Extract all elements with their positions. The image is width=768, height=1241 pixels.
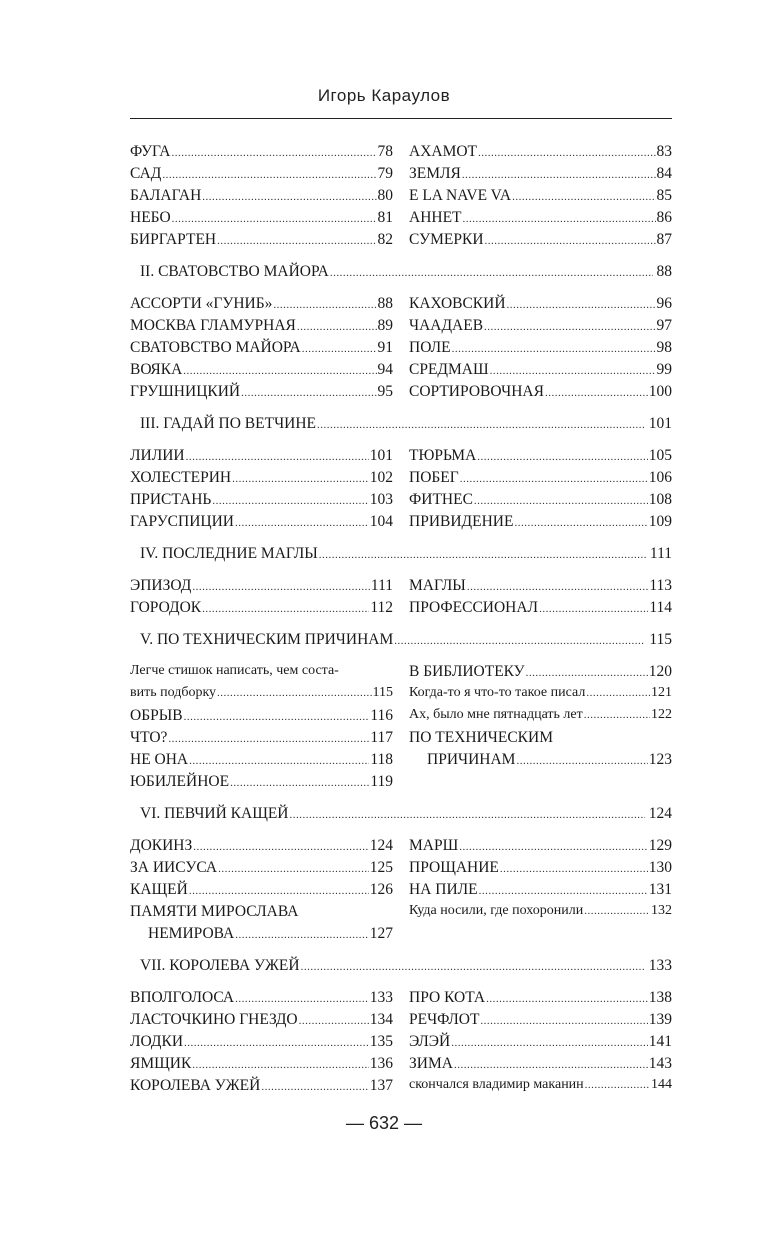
- toc-entry: [409, 903, 672, 925]
- entry-title: НА ПИЛЕ: [409, 881, 478, 898]
- leader-dots: [202, 191, 376, 203]
- leader-dots: [235, 517, 369, 529]
- entry-title: МАГЛЫ: [409, 577, 466, 594]
- toc-entry: [130, 881, 393, 903]
- toc-entry: [130, 1033, 393, 1055]
- entry-title: E LA NAVE VA: [409, 187, 512, 204]
- entry-title: СОРТИРОВОЧНАЯ: [409, 383, 544, 400]
- entry-page-number: 124: [369, 837, 393, 854]
- entry-page-number: 94: [377, 361, 393, 378]
- entry-title: МАРШ: [409, 837, 459, 854]
- entry-title: СРЕДМАШ: [409, 361, 489, 378]
- section-title: III. ГАДАЙ ПО ВЕТЧИНЕ: [140, 415, 317, 432]
- leader-dots: [235, 993, 369, 1005]
- toc-entry: [130, 989, 393, 1011]
- page-number: — 632 —: [345, 1113, 423, 1133]
- section-title: V. ПО ТЕХНИЧЕСКИМ ПРИЧИНАМ: [140, 631, 394, 648]
- entry-page-number: 119: [370, 773, 393, 790]
- entry-title: ЧТО?: [130, 729, 168, 746]
- entry-page-number: 136: [369, 1055, 393, 1072]
- toc-entry: [130, 513, 393, 535]
- entry-page-number: 132: [651, 903, 672, 918]
- toc-entry: [130, 187, 393, 209]
- leader-dots: [454, 1059, 648, 1071]
- toc-entry: [409, 989, 672, 1011]
- entry-title: ВОЯКА: [130, 361, 183, 378]
- toc-entry: [409, 491, 672, 513]
- entry-page-number: 105: [648, 447, 672, 464]
- leader-dots: [261, 1081, 368, 1093]
- section-page-number: 101: [648, 415, 672, 432]
- leader-dots: [539, 603, 648, 615]
- toc-entry: [409, 707, 672, 729]
- entry-page-number: 133: [369, 989, 393, 1006]
- toc-entry: [409, 469, 672, 491]
- entry-page-number: 103: [369, 491, 393, 508]
- entry-title: СУМЕРКИ: [409, 231, 484, 248]
- leader-dots: [202, 603, 369, 615]
- entry-title: ЯМЩИК: [130, 1055, 192, 1072]
- entry-title: вить подборку: [130, 685, 217, 700]
- section-page-number: 115: [649, 631, 672, 648]
- leader-dots: [183, 365, 376, 377]
- toc-entry: [130, 577, 393, 599]
- toc-entry: [409, 685, 672, 707]
- entry-title: АССОРТИ «ГУНИБ»: [130, 295, 273, 312]
- entry-page-number: 134: [369, 1011, 393, 1028]
- entry-title: ПРОФЕССИОНАЛ: [409, 599, 539, 616]
- entry-page-number: 125: [369, 859, 393, 876]
- leader-dots: [451, 1037, 648, 1049]
- toc-entry: [130, 491, 393, 513]
- toc-column-left: [130, 295, 393, 405]
- entry-title-line1: ПО ТЕХНИЧЕСКИМ: [409, 729, 553, 746]
- entry-title: СВАТОВСТВО МАЙОРА: [130, 339, 301, 356]
- entry-title: ПОЛЕ: [409, 339, 451, 356]
- leader-dots: [490, 365, 656, 377]
- leader-dots: [230, 777, 369, 789]
- entry-page-number: 86: [656, 209, 672, 226]
- entry-page-number: 139: [648, 1011, 672, 1028]
- toc-entry: [409, 859, 672, 881]
- toc-entries-block: [130, 143, 672, 253]
- toc-entry: [130, 685, 393, 707]
- entry-page-number: 96: [656, 295, 672, 312]
- entry-page-number: 144: [651, 1077, 672, 1092]
- toc-entry: [409, 231, 672, 253]
- entry-title-line1: ПАМЯТИ МИРОСЛАВА: [130, 903, 299, 920]
- entry-page-number: 143: [648, 1055, 672, 1072]
- entry-title: АННЕТ: [409, 209, 462, 226]
- entry-page-number: 108: [648, 491, 672, 508]
- entry-title: КАХОВСКИЙ: [409, 295, 506, 312]
- entry-page-number: 97: [656, 317, 672, 334]
- toc-entry: [409, 881, 672, 903]
- entry-title: БИРГАРТЕН: [130, 231, 217, 248]
- entry-page-number: 138: [648, 989, 672, 1006]
- entry-page-number: 91: [377, 339, 393, 356]
- entry-page-number: 82: [377, 231, 393, 248]
- entry-title: ЧААДАЕВ: [409, 317, 484, 334]
- entry-title: ФИТНЕС: [409, 491, 473, 508]
- entry-page-number: 79: [377, 165, 393, 182]
- section-page-number: 88: [656, 263, 672, 280]
- header-rule: [130, 118, 672, 119]
- entry-page-number: 117: [370, 729, 393, 746]
- leader-dots: [162, 169, 376, 181]
- leader-dots: [217, 687, 371, 699]
- toc-section-heading: [130, 805, 672, 827]
- toc-entry: [409, 339, 672, 361]
- toc-entry: [409, 165, 672, 187]
- toc-entry: [409, 187, 672, 209]
- leader-dots: [193, 841, 368, 853]
- section-page-number: 111: [649, 545, 672, 562]
- leader-dots: [189, 885, 369, 897]
- leader-dots: [184, 711, 370, 723]
- entry-title: ТЮРЬМА: [409, 447, 477, 464]
- toc-entry: [409, 1033, 672, 1055]
- leader-dots: [172, 213, 377, 225]
- toc-entry: [409, 447, 672, 469]
- entry-title: ОБРЫВ: [130, 707, 183, 724]
- leader-dots: [479, 885, 648, 897]
- toc-entries-block: [130, 577, 672, 621]
- leader-dots: [512, 191, 655, 203]
- leader-dots: [486, 993, 648, 1005]
- entry-title: БАЛАГАН: [130, 187, 202, 204]
- leader-dots: [302, 343, 377, 355]
- toc-column-right: [409, 577, 672, 621]
- leader-dots: [474, 495, 648, 507]
- toc-entry: [130, 599, 393, 621]
- toc-column-left: [130, 989, 393, 1099]
- entry-page-number: 98: [656, 339, 672, 356]
- leader-dots: [212, 495, 368, 507]
- entry-title-line1: Легче стишок написать, чем соста-: [130, 663, 339, 678]
- toc-entry: [130, 707, 393, 729]
- entry-title: НЕБО: [130, 209, 171, 226]
- leader-dots: [168, 733, 369, 745]
- entry-page-number: 111: [370, 577, 393, 594]
- entry-page-number: 123: [648, 751, 672, 768]
- section-title: II. СВАТОВСТВО МАЙОРА: [140, 263, 329, 280]
- toc-entry: [409, 317, 672, 339]
- entry-title: ДОКИНЗ: [130, 837, 193, 854]
- toc-entry: [409, 599, 672, 621]
- entry-page-number: 129: [648, 837, 672, 854]
- entry-title: ПРИЧИНАМ: [427, 751, 516, 768]
- entry-title: САД: [130, 165, 162, 182]
- leader-dots: [192, 1059, 368, 1071]
- toc-entry: [130, 751, 393, 773]
- leader-dots: [317, 419, 645, 431]
- table-of-contents: [130, 143, 672, 1109]
- toc-entry: [130, 729, 393, 751]
- leader-dots: [485, 235, 656, 247]
- entry-title: ЛИЛИИ: [130, 447, 185, 464]
- toc-entry: [130, 1055, 393, 1077]
- leader-dots: [507, 299, 656, 311]
- entry-page-number: 122: [651, 707, 672, 722]
- leader-dots: [584, 709, 650, 721]
- leader-dots: [192, 581, 370, 593]
- entry-page-number: 84: [656, 165, 672, 182]
- toc-entry: [409, 383, 672, 405]
- entry-page-number: 87: [656, 231, 672, 248]
- toc-entries-block: [130, 663, 672, 795]
- toc-column-left: [130, 143, 393, 253]
- entry-page-number: 109: [648, 513, 672, 530]
- toc-entry: [409, 513, 672, 535]
- section-page-number: 124: [648, 805, 672, 822]
- toc-entry: [130, 837, 393, 859]
- toc-column-left: [130, 447, 393, 535]
- toc-column-right: [409, 295, 672, 405]
- entry-title: ГОРОДОК: [130, 599, 202, 616]
- leader-dots: [477, 451, 647, 463]
- entry-title: ФУГА: [130, 143, 171, 160]
- toc-entry: [130, 339, 393, 361]
- toc-entry: [409, 837, 672, 859]
- entry-title: Когда-то я что-то такое писал: [409, 685, 586, 700]
- toc-entry: [409, 209, 672, 231]
- toc-entry: [130, 859, 393, 881]
- entry-page-number: 99: [656, 361, 672, 378]
- toc-entry: [130, 773, 393, 795]
- entry-page-number: 80: [377, 187, 393, 204]
- leader-dots: [232, 473, 369, 485]
- toc-entry: [130, 165, 393, 187]
- toc-section-heading: [130, 415, 672, 437]
- toc-entry: [130, 1011, 393, 1033]
- leader-dots: [172, 147, 377, 159]
- entry-title: скончался владимир маканин: [409, 1077, 584, 1092]
- toc-entries-block: [130, 837, 672, 947]
- leader-dots: [217, 235, 376, 247]
- entry-page-number: 121: [651, 685, 672, 700]
- toc-entry: [409, 1077, 672, 1099]
- toc-entry-first-line: [130, 903, 393, 925]
- toc-entry: [130, 469, 393, 491]
- toc-entry: [409, 295, 672, 317]
- leader-dots: [514, 517, 647, 529]
- leader-dots: [462, 169, 656, 181]
- entry-page-number: 130: [648, 859, 672, 876]
- toc-section-heading: [130, 631, 672, 653]
- toc-entry: [409, 361, 672, 383]
- entry-page-number: 89: [377, 317, 393, 334]
- toc-column-left: [130, 837, 393, 947]
- leader-dots: [218, 863, 369, 875]
- entry-page-number: 85: [656, 187, 672, 204]
- leader-dots: [241, 387, 376, 399]
- entry-page-number: 83: [656, 143, 672, 160]
- entry-page-number: 135: [369, 1033, 393, 1050]
- entry-page-number: 100: [648, 383, 672, 400]
- entry-title: РЕЧФЛОТ: [409, 1011, 480, 1028]
- entry-page-number: 137: [369, 1077, 393, 1094]
- toc-entry: [409, 751, 672, 773]
- entry-page-number: 102: [369, 469, 393, 486]
- toc-entries-block: [130, 989, 672, 1099]
- leader-dots: [467, 581, 649, 593]
- entry-page-number: 114: [649, 599, 672, 616]
- leader-dots: [500, 863, 648, 875]
- leader-dots: [480, 1015, 647, 1027]
- leader-dots: [330, 267, 653, 279]
- leader-dots: [394, 635, 645, 647]
- entry-title: МОСКВА ГЛАМУРНАЯ: [130, 317, 296, 334]
- toc-entry: [130, 925, 393, 947]
- entry-title: НЕ ОНА: [130, 751, 189, 768]
- entry-title: ГАРУСПИЦИИ: [130, 513, 234, 530]
- entry-title: ПРО КОТА: [409, 989, 486, 1006]
- entry-title: ПРОЩАНИЕ: [409, 859, 499, 876]
- leader-dots: [235, 929, 369, 941]
- entry-title: ПОБЕГ: [409, 469, 459, 486]
- entry-page-number: 113: [649, 577, 672, 594]
- entry-page-number: 112: [370, 599, 393, 616]
- entry-page-number: 116: [370, 707, 393, 724]
- entry-title: КОРОЛЕВА УЖЕЙ: [130, 1077, 261, 1094]
- entry-title: ПРИСТАНЬ: [130, 491, 212, 508]
- leader-dots: [299, 1015, 369, 1027]
- entry-page-number: 78: [377, 143, 393, 160]
- entry-title: ЗЕМЛЯ: [409, 165, 461, 182]
- entry-title: ЭПИЗОД: [130, 577, 192, 594]
- toc-entry: [409, 143, 672, 165]
- toc-entry: [130, 295, 393, 317]
- leader-dots: [516, 755, 647, 767]
- toc-entry: [409, 577, 672, 599]
- entry-page-number: 88: [377, 295, 393, 312]
- entry-title: ЛАСТОЧКИНО ГНЕЗДО: [130, 1011, 298, 1028]
- leader-dots: [478, 147, 655, 159]
- leader-dots: [484, 321, 655, 333]
- toc-column-left: [130, 663, 393, 795]
- toc-entry: [130, 383, 393, 405]
- entry-page-number: 126: [369, 881, 393, 898]
- toc-entry: [130, 231, 393, 253]
- toc-column-left: [130, 577, 393, 621]
- section-title: IV. ПОСЛЕДНИЕ МАГЛЫ: [140, 545, 318, 562]
- section-title: VI. ПЕВЧИЙ КАЩЕЙ: [140, 805, 289, 822]
- entry-page-number: 104: [369, 513, 393, 530]
- toc-entry: [130, 447, 393, 469]
- toc-entry: [130, 361, 393, 383]
- toc-column-right: [409, 447, 672, 535]
- entry-title: АХАМОТ: [409, 143, 478, 160]
- leader-dots: [186, 451, 369, 463]
- entry-page-number: 120: [648, 663, 672, 680]
- toc-entry-first-line: [130, 663, 393, 685]
- entry-title: КАЩЕЙ: [130, 881, 188, 898]
- leader-dots: [273, 299, 376, 311]
- toc-entries-block: [130, 447, 672, 535]
- toc-entry-first-line: [409, 729, 672, 751]
- toc-column-right: [409, 837, 672, 947]
- leader-dots: [290, 809, 645, 821]
- leader-dots: [526, 667, 648, 679]
- entry-title: ГРУШНИЦКИЙ: [130, 383, 241, 400]
- entry-page-number: 81: [377, 209, 393, 226]
- entry-title: ВПОЛГОЛОСА: [130, 989, 235, 1006]
- entry-title: Куда носили, где похоронили: [409, 903, 584, 918]
- leader-dots: [319, 549, 646, 561]
- section-page-number: 133: [648, 957, 672, 974]
- entry-title: ХОЛЕСТЕРИН: [130, 469, 232, 486]
- entry-page-number: 141: [648, 1033, 672, 1050]
- leader-dots: [545, 387, 648, 399]
- leader-dots: [184, 1037, 369, 1049]
- toc-entry: [409, 1055, 672, 1077]
- toc-entry: [130, 317, 393, 339]
- entry-page-number: 127: [369, 925, 393, 942]
- entry-page-number: 95: [377, 383, 393, 400]
- toc-column-right: [409, 989, 672, 1099]
- leader-dots: [463, 213, 656, 225]
- entry-title: ЭЛЭЙ: [409, 1033, 451, 1050]
- toc-entry: [130, 143, 393, 165]
- toc-entry: [409, 1011, 672, 1033]
- entry-title: ЗА ИИСУСА: [130, 859, 218, 876]
- leader-dots: [584, 905, 650, 917]
- running-header-author: Игорь Караулов: [317, 86, 451, 105]
- leader-dots: [189, 755, 369, 767]
- entry-page-number: 101: [369, 447, 393, 464]
- toc-entry: [130, 209, 393, 231]
- entry-title: ЮБИЛЕЙНОЕ: [130, 773, 230, 790]
- toc-section-heading: [130, 263, 672, 285]
- toc-entries-block: [130, 295, 672, 405]
- leader-dots: [586, 687, 650, 699]
- entry-title: ЛОДКИ: [130, 1033, 184, 1050]
- toc-section-heading: [130, 957, 672, 979]
- toc-column-right: [409, 143, 672, 253]
- entry-page-number: 115: [372, 685, 393, 700]
- entry-page-number: 106: [648, 469, 672, 486]
- toc-entry: [130, 1077, 393, 1099]
- entry-title: НЕМИРОВА: [148, 925, 235, 942]
- section-title: VII. КОРОЛЕВА УЖЕЙ: [140, 957, 300, 974]
- entry-title: Ах, было мне пятнадцать лет: [409, 707, 583, 722]
- toc-column-right: [409, 663, 672, 795]
- entry-page-number: 118: [370, 751, 393, 768]
- leader-dots: [460, 473, 648, 485]
- toc-entry: [409, 663, 672, 685]
- entry-title: ЗИМА: [409, 1055, 453, 1072]
- leader-dots: [452, 343, 656, 355]
- leader-dots: [459, 841, 648, 853]
- entry-title: ПРИВИДЕНИЕ: [409, 513, 514, 530]
- toc-section-heading: [130, 545, 672, 567]
- leader-dots: [585, 1079, 650, 1091]
- entry-page-number: 131: [648, 881, 672, 898]
- entry-title: В БИБЛИОТЕКУ: [409, 663, 525, 680]
- leader-dots: [301, 961, 645, 973]
- leader-dots: [297, 321, 377, 333]
